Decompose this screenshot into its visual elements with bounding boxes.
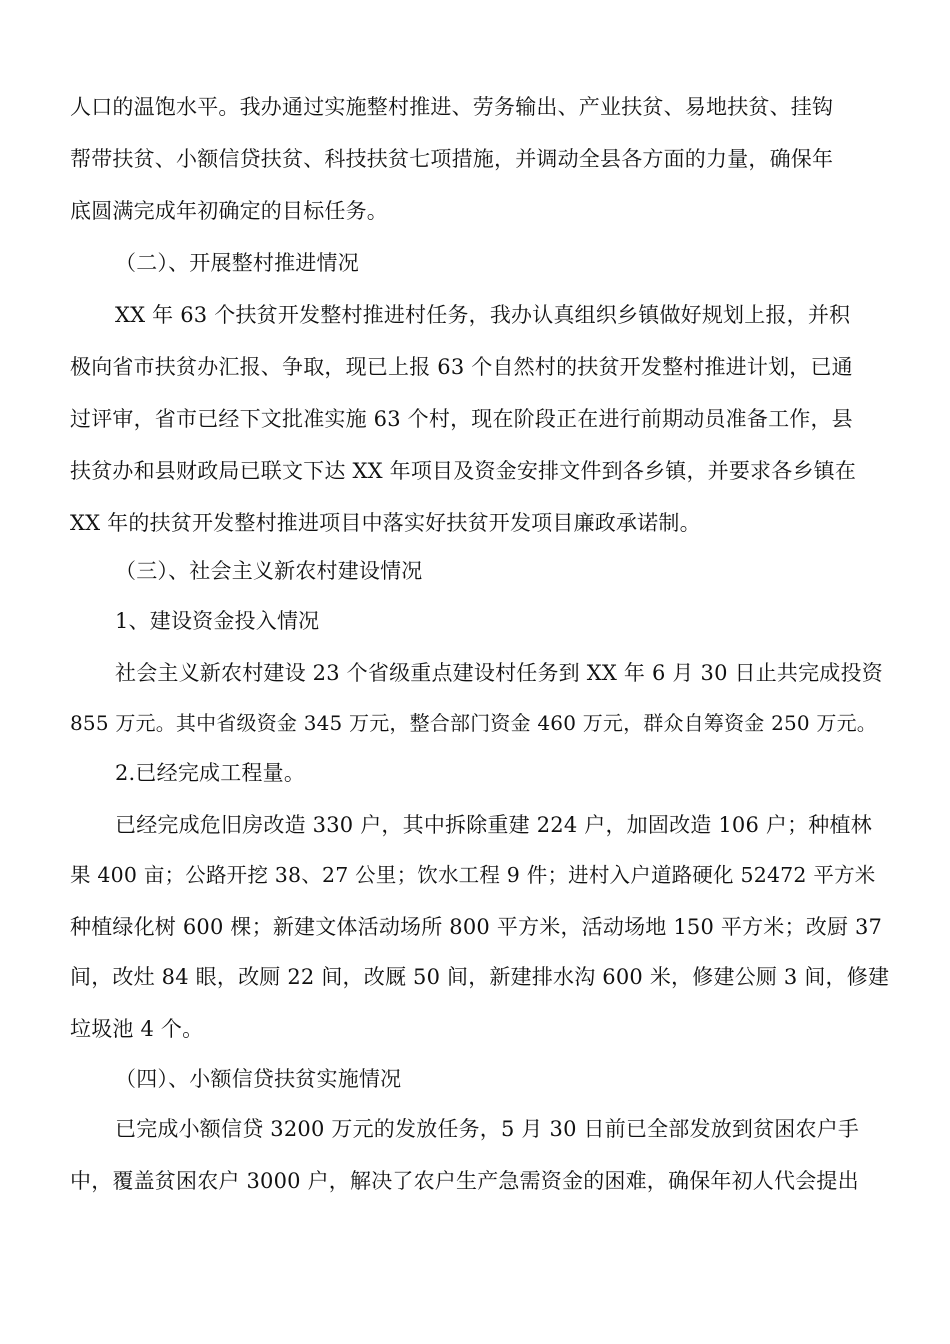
paragraph-line: 社会主义新农村建设 23 个省级重点建设村任务到 XX 年 6 月 30 日止共完成投资: [115, 661, 883, 685]
subsection-heading: 1、建设资金投入情况: [115, 609, 320, 633]
paragraph-line: 中，覆盖贫困农户 3000 户，解决了农户生产急需资金的困难，确保年初人代会提出: [70, 1169, 859, 1193]
paragraph-line: 底圆满完成年初确定的目标任务。: [70, 199, 388, 223]
paragraph-line: 已经完成危旧房改造 330 户，其中拆除重建 224 户，加固改造 106 户；种植林: [115, 813, 872, 837]
section-heading: （三）、社会主义新农村建设情况: [115, 559, 423, 583]
paragraph-line: 扶贫办和县财政局已联文下达 XX 年项目及资金安排文件到各乡镇，并要求各乡镇在: [70, 459, 857, 483]
paragraph-line: 过评审，省市已经下文批准实施 63 个村，现在阶段正在进行前期动员准备工作，县: [70, 407, 853, 431]
paragraph-line: 帮带扶贫、小额信贷扶贫、科技扶贫七项措施，并调动全县各方面的力量，确保年: [70, 147, 834, 171]
paragraph-line: 垃圾池 4 个。: [70, 1017, 204, 1041]
paragraph-line: 人口的温饱水平。我办通过实施整村推进、劳务输出、产业扶贫、易地扶贫、挂钩: [70, 95, 834, 119]
paragraph-line: 种植绿化树 600 棵；新建文体活动场所 800 平方米，活动场地 150 平方米；改厨 37: [70, 915, 883, 939]
paragraph-line: 已完成小额信贷 3200 万元的发放任务，5 月 30 日前已全部发放到贫困农户手: [115, 1117, 860, 1141]
paragraph-line: XX 年 63 个扶贫开发整村推进村任务，我办认真组织乡镇做好规划上报，并积: [115, 303, 851, 327]
paragraph-line: 855 万元。其中省级资金 345 万元，整合部门资金 460 万元，群众自筹资金 250 万元。: [70, 711, 877, 735]
paragraph-line: 极向省市扶贫办汇报、争取，现已上报 63 个自然村的扶贫开发整村推进计划，已通: [70, 355, 853, 379]
subsection-heading: 2.已经完成工程量。: [115, 761, 306, 785]
paragraph-line: 间，改灶 84 眼，改厕 22 间，改厩 50 间，新建排水沟 600 米，修建公厕 3 间，修建: [70, 965, 890, 989]
paragraph-line: 果 400 亩；公路开挖 38、27 公里；饮水工程 9 件；进村入户道路硬化 52472 平方米: [70, 863, 876, 887]
section-heading: （二）、开展整村推进情况: [115, 251, 359, 275]
section-heading: （四）、小额信贷扶贫实施情况: [115, 1067, 402, 1091]
paragraph-line: XX 年的扶贫开发整村推进项目中落实好扶贫开发项目廉政承诺制。: [70, 511, 701, 535]
